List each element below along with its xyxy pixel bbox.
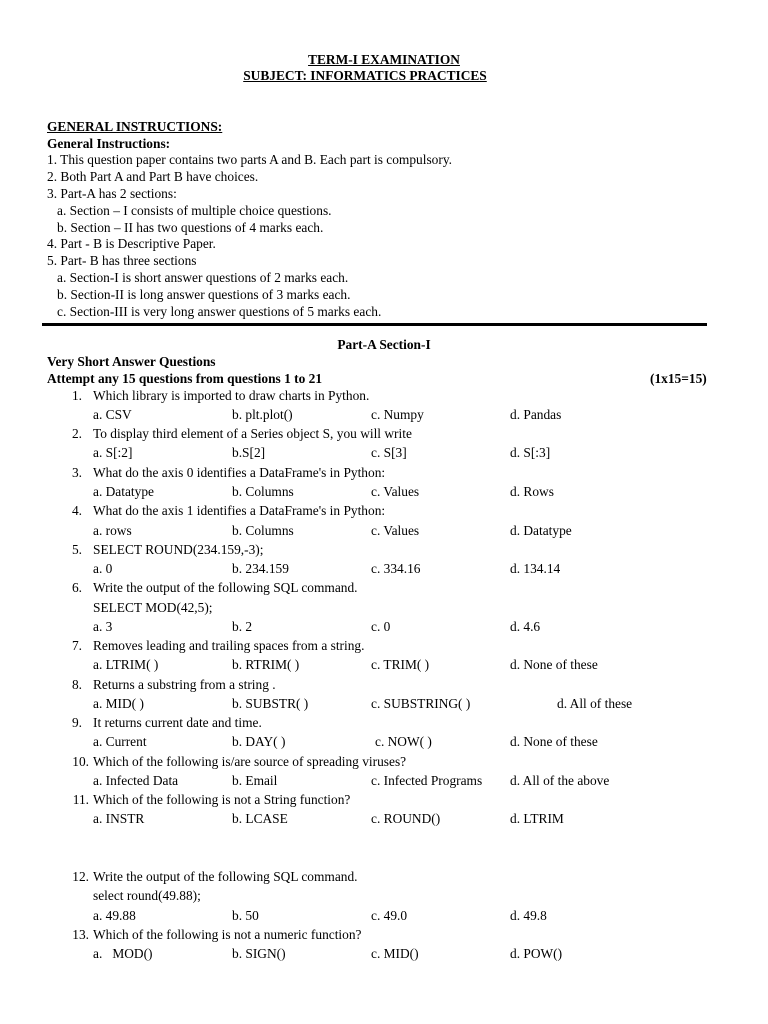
option-a: a. INSTR [93,811,145,826]
option-b: b. 50 [232,908,259,923]
question-number: 10. [72,754,89,769]
instructions-subheading: General Instructions: [47,136,171,151]
option-a: a. MID( ) [93,696,144,711]
option-d: d. 4.6 [510,619,541,634]
option-b: b. RTRIM( ) [232,657,300,672]
instruction-line: a. Section – I consists of multiple choice questions. [47,203,332,218]
question-number: 6. [71,580,82,595]
question-number: 11. [72,792,89,807]
question-text: Write the output of the following SQL command. [93,580,358,595]
option-a: a. LTRIM( ) [93,657,159,672]
option-a: a. 49.88 [93,908,136,923]
option-a: a. Datatype [93,484,154,499]
question-number: 2. [71,426,82,441]
option-d: d. 134.14 [510,561,561,576]
question-text: Removes leading and trailing spaces from a string. [93,638,365,653]
option-d: d. LTRIM [510,811,564,826]
option-d: d. Rows [510,484,554,499]
option-a: a. S[:2] [93,445,133,460]
option-a: a. rows [93,523,132,538]
option-b: b. Columns [232,523,294,538]
option-b: b. 2 [232,619,253,634]
instruction-line: 5. Part- B has three sections [47,253,197,268]
question-extra: SELECT MOD(42,5); [93,600,213,615]
option-a: a. 0 [93,561,113,576]
question-text: Which of the following is not a String function? [93,792,351,807]
instructions-heading: GENERAL INSTRUCTIONS: [47,119,223,134]
instruction-line: 3. Part-A has 2 sections: [47,186,177,201]
option-c: c. 49.0 [371,908,408,923]
section-subtitle: Very Short Answer Questions [47,354,216,369]
instruction-line: b. Section-II is long answer questions of 3 marks each. [47,287,351,302]
option-d: d. None of these [510,734,598,749]
question-number: 8. [71,677,82,692]
option-a: a. CSV [93,407,132,422]
instruction-line: c. Section-III is very long answer questions of 5 marks each. [47,304,382,319]
question-text: It returns current date and time. [93,715,262,730]
option-d: d. S[:3] [510,445,551,460]
option-c: c. ROUND() [371,811,441,826]
option-b: b. Email [232,773,278,788]
question-text: Which of the following is/are source of spreading viruses? [93,754,407,769]
option-c: c. Numpy [371,407,424,422]
option-b: b. LCASE [232,811,288,826]
option-c: c. TRIM( ) [371,657,430,672]
option-d: d. None of these [510,657,598,672]
question-number: 4. [71,503,82,518]
question-text: Returns a substring from a string . [93,677,276,692]
question-text: What do the axis 1 identifies a DataFrame's in Python: [93,503,386,518]
option-c: c. Values [371,484,420,499]
option-b: b.S[2] [232,445,266,460]
instruction-line: 2. Both Part A and Part B have choices. [47,169,259,184]
exam-title: TERM-I EXAMINATION [308,52,460,67]
option-c: c. Values [371,523,420,538]
option-c: c. S[3] [371,445,407,460]
option-b: b. SUBSTR( ) [232,696,309,711]
option-d: d. All of these [557,696,633,711]
instruction-line: a. Section-I is short answer questions of 2 marks each. [47,270,349,285]
question-extra: select round(49.88); [93,888,201,903]
option-a: a. Current [93,734,147,749]
question-text: Which of the following is not a numeric function? [93,927,362,942]
option-a: a. MOD() [93,946,153,961]
option-d: d. 49.8 [510,908,547,923]
option-b: b. Columns [232,484,294,499]
question-number: 7. [71,638,82,653]
option-d: d. POW() [510,946,563,961]
divider-rule [42,323,707,326]
option-a: a. Infected Data [93,773,179,788]
option-d: d. All of the above [510,773,610,788]
question-number: 1. [71,388,82,403]
option-c: c. 334.16 [371,561,421,576]
option-d: d. Pandas [510,407,562,422]
option-b: b. plt.plot() [232,407,293,422]
section-title: Part-A Section-I [337,337,431,352]
question-number: 12. [72,869,89,884]
instruction-line: 4. Part - B is Descriptive Paper. [47,236,216,251]
question-text: What do the axis 0 identifies a DataFrame's in Python: [93,465,386,480]
question-text: Write the output of the following SQL command. [93,869,358,884]
option-c: c. SUBSTRING( ) [371,696,471,711]
option-a: a. 3 [93,619,113,634]
instruction-line: 1. This question paper contains two parts A and B. Each part is compulsory. [47,152,452,167]
section-attempt: Attempt any 15 questions from questions 1 to 21 [47,371,323,386]
question-text: SELECT ROUND(234.159,-3); [93,542,264,557]
question-number: 5. [71,542,82,557]
section-marks: (1x15=15) [650,371,707,386]
question-number: 13. [72,927,89,942]
option-c: c. 0 [371,619,391,634]
option-b: b. SIGN() [232,946,286,961]
option-c: c. MID() [371,946,419,961]
instruction-line: b. Section – II has two questions of 4 marks each. [47,220,324,235]
option-c: c. NOW( ) [375,734,432,749]
subject-text: SUBJECT: INFORMATICS PRACTICES [243,68,487,83]
question-text: Which library is imported to draw charts in Python. [93,388,370,403]
question-text: To display third element of a Series object S, you will write [93,426,412,441]
exam-subject [0,69,768,82]
question-number: 3. [71,465,82,480]
option-b: b. DAY( ) [232,734,286,749]
question-number: 9. [71,715,82,730]
option-c: c. Infected Programs [371,773,483,788]
option-d: d. Datatype [510,523,572,538]
option-b: b. 234.159 [232,561,289,576]
